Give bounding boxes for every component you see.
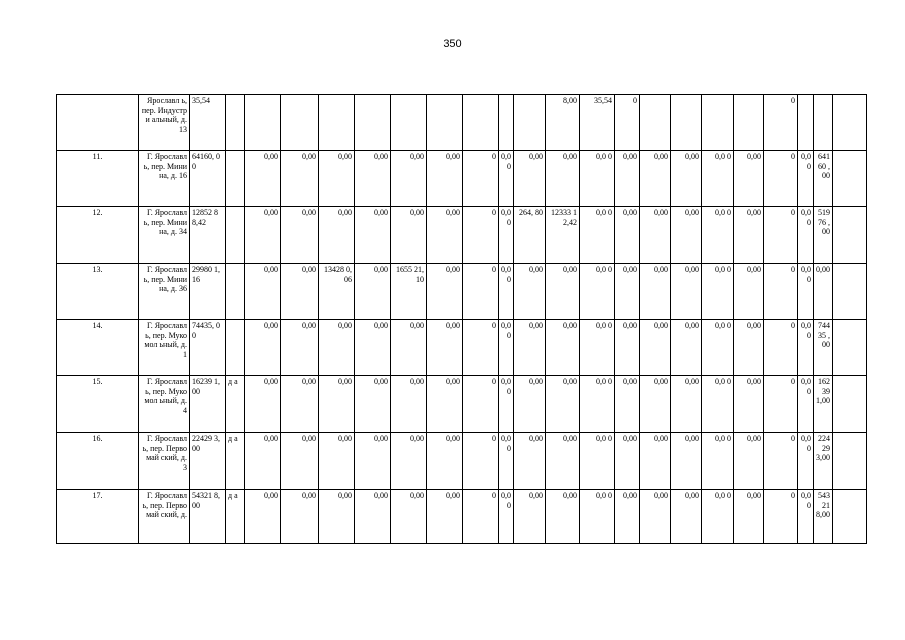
value-cell: 0,0 0: [702, 264, 734, 320]
value-cell: 0,00: [427, 320, 463, 376]
value-cell: 74435 ,00: [814, 320, 833, 376]
value-cell: 0,00: [499, 490, 514, 544]
value-cell: 0,00: [798, 376, 814, 433]
value-cell: 0,0 0: [702, 376, 734, 433]
value-cell: 0,00: [640, 320, 671, 376]
value-cell: 0,00: [245, 151, 281, 207]
value-cell: 64160 ,00: [814, 151, 833, 207]
value-cell: 0,00: [281, 376, 319, 433]
value-cell: [463, 95, 499, 151]
address-cell: Г. Ярославл ь, пер. Первомай ский, д.: [139, 490, 190, 544]
table-row: [57, 376, 867, 433]
table-row: [57, 490, 867, 544]
value-cell: 0,00: [640, 264, 671, 320]
value-cell: [514, 95, 546, 151]
value-cell: 0,0 0: [580, 376, 615, 433]
value-cell: 0,00: [671, 264, 702, 320]
value-cell: 0,00: [615, 490, 640, 544]
row-number-cell: 12.: [57, 207, 139, 264]
row-number-cell: 13.: [57, 264, 139, 320]
value-cell: 0: [764, 320, 798, 376]
value-cell: [833, 433, 867, 490]
value-cell: 0,00: [427, 151, 463, 207]
value-cell: 0,00: [615, 433, 640, 490]
value-cell: 0,00: [640, 433, 671, 490]
value-cell: 0,00: [245, 490, 281, 544]
value-cell: [833, 264, 867, 320]
value-cell: 13428 0,06: [319, 264, 355, 320]
value-cell: 0,0 0: [580, 320, 615, 376]
value-cell: 0,00: [319, 376, 355, 433]
value-cell: 0,00: [514, 490, 546, 544]
table-row: [57, 264, 867, 320]
address-cell: Г. Ярославл ь, пер. Минина, д. 16: [139, 151, 190, 207]
value-cell: 0,00: [281, 433, 319, 490]
value-cell: 0,00: [798, 264, 814, 320]
value-cell: 0,00: [281, 151, 319, 207]
value-cell: [833, 376, 867, 433]
value-cell: [226, 264, 245, 320]
value-cell: [833, 490, 867, 544]
value-cell: 0,00: [514, 320, 546, 376]
value-cell: 12333 12,42: [546, 207, 580, 264]
value-cell: 16239 1,00: [814, 376, 833, 433]
value-cell: 0,00: [814, 264, 833, 320]
value-cell: 0,0 0: [580, 433, 615, 490]
value-cell: [226, 95, 245, 151]
value-cell: 0,00: [499, 264, 514, 320]
value-cell: 0,00: [319, 320, 355, 376]
value-cell: 0,00: [281, 207, 319, 264]
address-cell: Ярославл ь, пер. Индустри альный, д. 13: [139, 95, 190, 151]
value-cell: 0,00: [499, 207, 514, 264]
row-number-cell: 16.: [57, 433, 139, 490]
value-cell: 0,00: [245, 320, 281, 376]
table-row: [57, 433, 867, 490]
value-cell: 0,00: [671, 320, 702, 376]
value-cell: [281, 95, 319, 151]
value-cell: 0,00: [546, 376, 580, 433]
value-cell: д а: [226, 376, 245, 433]
value-cell: 0,00: [427, 376, 463, 433]
value-cell: 0,00: [281, 320, 319, 376]
value-cell: 0,00: [355, 320, 391, 376]
value-cell: [391, 95, 427, 151]
value-cell: 0,0 0: [702, 320, 734, 376]
value-cell: 0,00: [499, 151, 514, 207]
value-cell: 0: [463, 376, 499, 433]
value-cell: 0,00: [245, 376, 281, 433]
value-cell: 0,00: [319, 433, 355, 490]
row-number-cell: 11.: [57, 151, 139, 207]
value-cell: 0,00: [798, 490, 814, 544]
value-cell: 0: [463, 320, 499, 376]
value-cell: 0,0 0: [580, 207, 615, 264]
value-cell: [814, 95, 833, 151]
value-cell: 0,0 0: [580, 151, 615, 207]
value-cell: 0,00: [391, 433, 427, 490]
value-cell: 0: [764, 490, 798, 544]
value-cell: 0,00: [734, 207, 764, 264]
value-cell: 0: [463, 264, 499, 320]
value-cell: [319, 95, 355, 151]
value-cell: [833, 95, 867, 151]
value-cell: 0,00: [319, 151, 355, 207]
value-cell: 0,0 0: [702, 151, 734, 207]
address-cell: Г. Ярославл ь, пер. Мукомол ьный, д. 1: [139, 320, 190, 376]
value-cell: 0,00: [671, 433, 702, 490]
value-cell: 0,00: [427, 264, 463, 320]
value-cell: 264, 80: [514, 207, 546, 264]
value-cell: 0,00: [514, 151, 546, 207]
value-cell: 0,00: [640, 207, 671, 264]
value-cell: 0,00: [615, 207, 640, 264]
value-cell: 0,00: [546, 264, 580, 320]
value-cell: [671, 95, 702, 151]
value-cell: [702, 95, 734, 151]
value-cell: 54321 8,00: [190, 490, 226, 544]
value-cell: 0,00: [734, 320, 764, 376]
value-cell: 0,0 0: [580, 264, 615, 320]
value-cell: 0,00: [798, 151, 814, 207]
value-cell: [226, 151, 245, 207]
address-cell: Г. Ярославл ь, пер. Мукомол ьный, д. 4: [139, 376, 190, 433]
value-cell: 0: [764, 264, 798, 320]
value-cell: 0: [463, 151, 499, 207]
value-cell: 0,0 0: [702, 490, 734, 544]
value-cell: 0,0 0: [702, 207, 734, 264]
value-cell: 0,00: [355, 376, 391, 433]
page-number: 350: [443, 38, 462, 50]
value-cell: 35,54: [190, 95, 226, 151]
row-number-cell: [57, 95, 139, 151]
value-cell: 16239 1,00: [190, 376, 226, 433]
value-cell: 0: [764, 207, 798, 264]
value-cell: 0,00: [355, 264, 391, 320]
value-cell: 0,00: [391, 490, 427, 544]
value-cell: 0,00: [798, 207, 814, 264]
value-cell: 0,00: [798, 320, 814, 376]
value-cell: 0,00: [671, 207, 702, 264]
value-cell: 0: [764, 151, 798, 207]
address-cell: Г. Ярославл ь, пер. Минина, д. 36: [139, 264, 190, 320]
value-cell: 0,00: [734, 264, 764, 320]
value-cell: 0,00: [391, 376, 427, 433]
value-cell: 0,00: [671, 376, 702, 433]
table-row: [57, 151, 867, 207]
value-cell: 0,00: [281, 490, 319, 544]
value-cell: 0: [764, 433, 798, 490]
value-cell: [833, 207, 867, 264]
value-cell: 29980 1,16: [190, 264, 226, 320]
row-number-cell: 15.: [57, 376, 139, 433]
value-cell: 0,0 0: [580, 490, 615, 544]
value-cell: д а: [226, 490, 245, 544]
value-cell: 54321 8,00: [814, 490, 833, 544]
value-cell: 0,00: [355, 490, 391, 544]
value-cell: 0,00: [514, 376, 546, 433]
value-cell: 0,00: [640, 151, 671, 207]
value-cell: 0,00: [640, 376, 671, 433]
value-cell: 0,00: [391, 320, 427, 376]
value-cell: 0,00: [798, 433, 814, 490]
value-cell: [833, 151, 867, 207]
value-cell: [798, 95, 814, 151]
value-cell: 0,00: [355, 207, 391, 264]
value-cell: 0,00: [734, 490, 764, 544]
value-cell: 0,00: [391, 151, 427, 207]
value-cell: 22429 3,00: [814, 433, 833, 490]
value-cell: 0,00: [671, 151, 702, 207]
address-cell: Г. Ярославл ь, пер. Минина, д. 34: [139, 207, 190, 264]
value-cell: 74435, 00: [190, 320, 226, 376]
value-cell: 0,00: [734, 433, 764, 490]
value-cell: [640, 95, 671, 151]
table-row: [57, 207, 867, 264]
value-cell: 0,00: [671, 490, 702, 544]
value-cell: 12852 88,42: [190, 207, 226, 264]
value-cell: 0,00: [734, 376, 764, 433]
row-number-cell: 14.: [57, 320, 139, 376]
value-cell: 35,54: [580, 95, 615, 151]
value-cell: 0,00: [281, 264, 319, 320]
value-cell: 0,00: [546, 320, 580, 376]
value-cell: 0: [615, 95, 640, 151]
value-cell: 0,00: [427, 207, 463, 264]
value-cell: 0,00: [427, 490, 463, 544]
value-cell: д а: [226, 433, 245, 490]
value-cell: 0,00: [499, 433, 514, 490]
value-cell: [355, 95, 391, 151]
value-cell: 0,00: [734, 151, 764, 207]
value-cell: 0,00: [355, 151, 391, 207]
value-cell: 0,00: [615, 320, 640, 376]
value-cell: [226, 207, 245, 264]
value-cell: [226, 320, 245, 376]
value-cell: 0,00: [427, 433, 463, 490]
value-cell: 0,00: [245, 433, 281, 490]
row-number-cell: 17.: [57, 490, 139, 544]
value-cell: 0,00: [615, 264, 640, 320]
value-cell: 0,00: [615, 151, 640, 207]
value-cell: [734, 95, 764, 151]
value-cell: [427, 95, 463, 151]
value-cell: 0: [764, 376, 798, 433]
value-cell: 1655 21,10: [391, 264, 427, 320]
value-cell: 0: [764, 95, 798, 151]
value-cell: 0,00: [546, 433, 580, 490]
value-cell: [499, 95, 514, 151]
value-cell: 0,00: [245, 264, 281, 320]
value-cell: 0,00: [499, 376, 514, 433]
value-cell: 0,00: [319, 490, 355, 544]
value-cell: 0,00: [546, 490, 580, 544]
value-cell: 0,00: [514, 433, 546, 490]
value-cell: 0,00: [245, 207, 281, 264]
table-row: [57, 320, 867, 376]
value-cell: 0,00: [499, 320, 514, 376]
value-cell: 0,00: [546, 151, 580, 207]
value-cell: 0,00: [640, 490, 671, 544]
value-cell: 0,00: [391, 207, 427, 264]
value-cell: [833, 320, 867, 376]
value-cell: 22429 3,00: [190, 433, 226, 490]
value-cell: 0: [463, 207, 499, 264]
value-cell: 0: [463, 433, 499, 490]
value-cell: 64160, 00: [190, 151, 226, 207]
value-cell: 0: [463, 490, 499, 544]
value-cell: 0,0 0: [702, 433, 734, 490]
value-cell: 0,00: [514, 264, 546, 320]
value-cell: 51976 ,00: [814, 207, 833, 264]
address-cell: Г. Ярославл ь, пер. Первомай ский, д. 3: [139, 433, 190, 490]
value-cell: 8,00: [546, 95, 580, 151]
value-cell: [245, 95, 281, 151]
table-row: [57, 95, 867, 151]
data-table: [56, 94, 867, 544]
value-cell: 0,00: [355, 433, 391, 490]
value-cell: 0,00: [615, 376, 640, 433]
value-cell: 0,00: [319, 207, 355, 264]
